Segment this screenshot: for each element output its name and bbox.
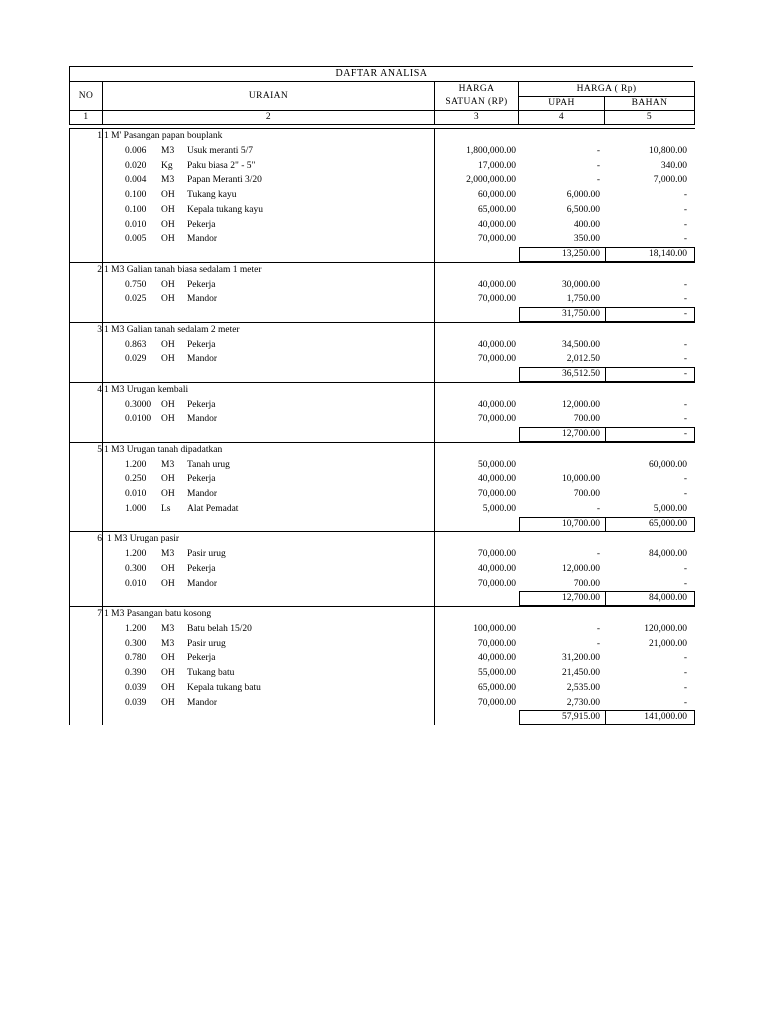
item-number: 3 <box>97 324 102 335</box>
component-name: Usuk meranti 5/7 <box>187 145 253 156</box>
unit: M3 <box>161 638 175 649</box>
component-name: Mandor <box>187 697 218 708</box>
coefficient: 0.010 <box>125 219 147 230</box>
coefficient: 0.006 <box>125 145 147 156</box>
item-heading-row <box>70 443 695 458</box>
coefficient: 0.390 <box>125 668 147 678</box>
material-cost: 340.00 <box>660 160 687 171</box>
labor-cost: 2,012.50 <box>566 354 600 365</box>
unit-price: 100,000.00 <box>473 623 516 634</box>
component-row <box>70 173 695 188</box>
component-name: Pekerja <box>187 474 216 485</box>
material-cost: - <box>683 578 687 589</box>
component-name: Mandor <box>187 234 218 245</box>
unit-price: 40,000.00 <box>478 339 516 350</box>
labor-cost: - <box>596 549 600 559</box>
component-name: Pekerja <box>187 653 216 664</box>
unit-price: 65,000.00 <box>478 682 516 693</box>
coefficient: 0.300 <box>125 563 147 574</box>
labor-cost: 700.00 <box>573 489 600 499</box>
subtotal-bahan: - <box>683 369 687 379</box>
item-number: 5 <box>97 444 102 455</box>
unit: OH <box>161 653 175 664</box>
analysis-item <box>70 442 695 532</box>
subtotal-row <box>70 427 695 442</box>
subtotal-divider <box>605 427 606 442</box>
coefficient: 0.0100 <box>125 414 152 425</box>
labor-cost: 700.00 <box>573 578 600 589</box>
subtotal-upah: 31,750.00 <box>562 309 600 319</box>
labor-cost: 21,450.00 <box>562 668 600 678</box>
item-number: 1 <box>97 131 102 141</box>
coefficient: 0.039 <box>125 682 147 693</box>
subtotal-divider <box>605 307 606 322</box>
material-cost: - <box>683 190 687 200</box>
unit: OH <box>161 697 175 708</box>
labor-cost: - <box>596 623 600 634</box>
item-heading-row <box>70 383 695 398</box>
coefficient: 0.100 <box>125 190 147 200</box>
component-row <box>70 472 695 487</box>
item-description: 1 M3 Galian tanah sedalam 2 meter <box>104 324 240 335</box>
labor-cost: 700.00 <box>573 414 600 425</box>
component-name: Paku biasa 2" - 5" <box>187 160 256 171</box>
labor-cost: - <box>596 503 600 514</box>
unit-price: 2,000,000.00 <box>466 175 516 186</box>
unit-price: 55,000.00 <box>478 668 516 678</box>
material-cost: 10,800.00 <box>649 145 687 156</box>
table-body <box>69 128 695 725</box>
unit-price: 17,000.00 <box>478 160 516 171</box>
subtotal-upah: 12,700.00 <box>562 429 600 439</box>
subtotal-box <box>519 307 695 322</box>
component-name: Mandor <box>187 578 218 589</box>
item-heading-row <box>70 532 695 547</box>
subtotal-divider <box>605 710 606 725</box>
unit: OH <box>161 279 175 290</box>
header-harga-satuan <box>435 82 519 111</box>
labor-cost: 6,000.00 <box>566 190 600 200</box>
coefficient: 0.039 <box>125 697 147 708</box>
analysis-item <box>70 128 695 262</box>
component-row <box>70 203 695 218</box>
analysis-item <box>70 262 695 322</box>
labor-cost: - <box>596 638 600 649</box>
labor-cost: 10,000.00 <box>562 474 600 485</box>
unit-price: 40,000.00 <box>478 219 516 230</box>
component-name: Pekerja <box>187 563 216 574</box>
analysis-item <box>70 606 695 725</box>
material-cost: 60,000.00 <box>649 459 687 470</box>
component-name: Batu belah 15/20 <box>187 623 252 634</box>
component-name: Pekerja <box>187 399 216 410</box>
unit: M3 <box>161 623 175 634</box>
component-row <box>70 188 695 203</box>
unit-price: 70,000.00 <box>478 294 516 305</box>
component-row <box>70 458 695 473</box>
header-harga-rp: HARGA ( Rp) <box>519 82 695 97</box>
header-upah: UPAH <box>519 97 605 111</box>
component-row <box>70 218 695 233</box>
subtotal-row <box>70 591 695 606</box>
header-harga-satuan-line2: SATUAN (RP) <box>445 97 508 107</box>
item-heading-row <box>70 323 695 338</box>
header-harga-satuan-line1: HARGA <box>458 84 495 94</box>
material-cost: - <box>683 653 687 664</box>
col-num-5: 5 <box>605 111 695 125</box>
item-heading-row <box>70 263 695 278</box>
unit: OH <box>161 414 175 425</box>
coefficient: 0.020 <box>125 160 147 171</box>
subtotal-divider <box>605 517 606 532</box>
unit: OH <box>161 668 175 678</box>
header-uraian: URAIAN <box>103 82 435 111</box>
material-cost: - <box>683 682 687 693</box>
material-cost: - <box>683 414 687 425</box>
unit: OH <box>161 474 175 485</box>
unit-price: 50,000.00 <box>478 459 516 470</box>
coefficient: 0.750 <box>125 279 147 290</box>
subtotal-divider <box>605 591 606 606</box>
coefficient: 0.010 <box>125 578 147 589</box>
unit: OH <box>161 204 175 215</box>
component-row <box>70 232 695 247</box>
unit: M3 <box>161 549 175 559</box>
unit-price: 5,000.00 <box>482 503 516 514</box>
unit: OH <box>161 399 175 410</box>
unit-price: 1,800,000.00 <box>466 145 516 156</box>
analysis-item <box>70 382 695 442</box>
subtotal-upah: 57,915.00 <box>562 712 600 723</box>
unit: OH <box>161 354 175 365</box>
item-number: 6 <box>97 534 102 545</box>
coefficient: 0.100 <box>125 204 147 215</box>
component-row <box>70 681 695 696</box>
unit: M3 <box>161 459 175 470</box>
coefficient: 0.300 <box>125 638 147 649</box>
unit-price: 40,000.00 <box>478 653 516 664</box>
coefficient: 1.200 <box>125 623 147 634</box>
labor-cost: - <box>596 175 600 186</box>
coefficient: 0.010 <box>125 489 147 499</box>
col-num-3: 3 <box>435 111 519 125</box>
header-table <box>69 81 695 125</box>
item-heading-row <box>70 607 695 622</box>
labor-cost: 12,000.00 <box>562 399 600 410</box>
item-description: 1 M3 Urugan tanah dipadatkan <box>104 444 223 455</box>
material-cost: 7,000.00 <box>653 175 687 186</box>
subtotal-bahan: 84,000.00 <box>649 593 687 604</box>
material-cost: - <box>683 697 687 708</box>
col-num-4: 4 <box>519 111 605 125</box>
component-name: Kepala tukang batu <box>187 682 261 693</box>
subtotal-divider <box>605 367 606 382</box>
unit-price: 65,000.00 <box>478 204 516 215</box>
unit-price: 40,000.00 <box>478 279 516 290</box>
component-row <box>70 292 695 307</box>
component-row <box>70 502 695 517</box>
subtotal-bahan: 141,000.00 <box>644 712 687 723</box>
unit: OH <box>161 190 175 200</box>
material-cost: 21,000.00 <box>649 638 687 649</box>
col-num-2: 2 <box>103 111 435 125</box>
component-row <box>70 651 695 666</box>
material-cost: - <box>683 354 687 365</box>
component-row <box>70 696 695 711</box>
material-cost: 120,000.00 <box>644 623 687 634</box>
unit: OH <box>161 219 175 230</box>
labor-cost: 6,500.00 <box>566 204 600 215</box>
coefficient: 0.029 <box>125 354 147 365</box>
component-row <box>70 577 695 592</box>
component-name: Tukang batu <box>187 668 235 678</box>
material-cost: - <box>683 204 687 215</box>
subtotal-bahan: 18,140.00 <box>649 249 687 259</box>
unit-price: 40,000.00 <box>478 474 516 485</box>
unit: OH <box>161 682 175 693</box>
unit: OH <box>161 234 175 245</box>
item-description: 1 M3 Urugan kembali <box>104 384 189 395</box>
component-row <box>70 666 695 681</box>
subtotal-row <box>70 517 695 532</box>
material-cost: - <box>683 399 687 410</box>
coefficient: 0.025 <box>125 294 147 305</box>
unit-price: 70,000.00 <box>478 578 516 589</box>
item-description: 1 M3 Pasangan batu kosong <box>104 609 212 619</box>
labor-cost: 2,730.00 <box>566 697 600 708</box>
component-row <box>70 398 695 413</box>
component-name: Kepala tukang kayu <box>187 204 263 215</box>
unit-price: 70,000.00 <box>478 549 516 559</box>
unit: OH <box>161 563 175 574</box>
unit: Kg <box>161 160 173 171</box>
item-number: 7 <box>97 609 102 619</box>
material-cost: - <box>683 489 687 499</box>
component-name: Pasir urug <box>187 549 226 559</box>
unit: OH <box>161 294 175 305</box>
subtotal-upah: 13,250.00 <box>562 249 600 259</box>
unit-price: 70,000.00 <box>478 354 516 365</box>
material-cost: 5,000.00 <box>653 503 687 514</box>
unit-price: 70,000.00 <box>478 697 516 708</box>
component-row <box>70 622 695 637</box>
item-description: 1 M3 Galian tanah biasa sedalam 1 meter <box>104 264 262 275</box>
item-number: 4 <box>97 384 102 395</box>
component-name: Mandor <box>187 354 218 365</box>
subtotal-row <box>70 367 695 382</box>
material-cost: - <box>683 668 687 678</box>
item-description: 1 M3 Urugan pasir <box>107 534 180 545</box>
component-row <box>70 547 695 562</box>
coefficient: 1.000 <box>125 503 147 514</box>
col-num-1: 1 <box>70 111 103 125</box>
labor-cost: 1,750.00 <box>566 294 600 305</box>
subtotal-box <box>519 367 695 382</box>
header-no: NO <box>70 82 103 111</box>
subtotal-row <box>70 247 695 262</box>
material-cost: - <box>683 234 687 245</box>
component-row <box>70 412 695 427</box>
component-row <box>70 159 695 174</box>
component-name: Pekerja <box>187 339 216 350</box>
unit: OH <box>161 339 175 350</box>
unit-price: 60,000.00 <box>478 190 516 200</box>
header-bahan: BAHAN <box>605 97 695 111</box>
labor-cost: - <box>596 160 600 171</box>
component-name: Pekerja <box>187 279 216 290</box>
unit: M3 <box>161 175 175 186</box>
subtotal-upah: 10,700.00 <box>562 518 600 529</box>
unit: OH <box>161 578 175 589</box>
unit-price: 70,000.00 <box>478 638 516 649</box>
component-name: Tukang kayu <box>187 190 237 200</box>
coefficient: 0.004 <box>125 175 147 186</box>
labor-cost: 400.00 <box>573 219 600 230</box>
subtotal-bahan: - <box>683 429 687 439</box>
subtotal-row <box>70 710 695 725</box>
material-cost: 84,000.00 <box>649 549 687 559</box>
unit-price: 70,000.00 <box>478 414 516 425</box>
material-cost: - <box>683 474 687 485</box>
labor-cost: 350.00 <box>573 234 600 245</box>
labor-cost: 34,500.00 <box>562 339 600 350</box>
component-name: Tanah urug <box>187 459 230 470</box>
item-heading-row <box>70 129 695 144</box>
component-name: Mandor <box>187 414 218 425</box>
analysis-sheet <box>69 66 693 725</box>
unit-price: 70,000.00 <box>478 234 516 245</box>
material-cost: - <box>683 294 687 305</box>
coefficient: 0.3000 <box>125 399 152 410</box>
material-cost: - <box>683 279 687 290</box>
subtotal-box <box>519 427 695 442</box>
material-cost: - <box>683 563 687 574</box>
component-row <box>70 144 695 159</box>
labor-cost: 30,000.00 <box>562 279 600 290</box>
component-name: Pekerja <box>187 219 216 230</box>
labor-cost: 31,200.00 <box>562 653 600 664</box>
labor-cost: - <box>596 145 600 156</box>
subtotal-bahan: 65,000.00 <box>649 518 687 529</box>
labor-cost: 2,535.00 <box>566 682 600 693</box>
coefficient: 0.780 <box>125 653 147 664</box>
component-name: Alat Pemadat <box>187 503 239 514</box>
component-name: Mandor <box>187 489 218 499</box>
coefficient: 0.005 <box>125 234 147 245</box>
labor-cost: 12,000.00 <box>562 563 600 574</box>
coefficient: 1.200 <box>125 459 147 470</box>
component-row <box>70 487 695 502</box>
unit: M3 <box>161 145 175 156</box>
unit-price: 40,000.00 <box>478 399 516 410</box>
component-name: Mandor <box>187 294 218 305</box>
component-name: Pasir urug <box>187 638 226 649</box>
component-row <box>70 278 695 293</box>
component-row <box>70 637 695 652</box>
coefficient: 1.200 <box>125 549 147 559</box>
subtotal-upah: 12,700.00 <box>562 593 600 604</box>
subtotal-bahan: - <box>683 309 687 319</box>
material-cost: - <box>683 219 687 230</box>
analysis-item <box>70 531 695 606</box>
coefficient: 0.863 <box>125 339 147 350</box>
material-cost: - <box>683 339 687 350</box>
sheet-title: DAFTAR ANALISA <box>69 66 693 81</box>
unit-price: 40,000.00 <box>478 563 516 574</box>
item-number: 2 <box>97 264 102 275</box>
subtotal-row <box>70 307 695 322</box>
subtotal-divider <box>605 247 606 262</box>
coefficient: 0.250 <box>125 474 147 485</box>
component-row <box>70 352 695 367</box>
component-row <box>70 562 695 577</box>
unit-price: 70,000.00 <box>478 489 516 499</box>
subtotal-upah: 36,512.50 <box>562 369 600 379</box>
component-row <box>70 338 695 353</box>
analysis-item <box>70 322 695 382</box>
item-description: 1 M' Pasangan papan bouplank <box>104 131 223 141</box>
component-name: Papan Meranti 3/20 <box>187 175 262 186</box>
unit: Ls <box>161 503 171 514</box>
unit: OH <box>161 489 175 499</box>
